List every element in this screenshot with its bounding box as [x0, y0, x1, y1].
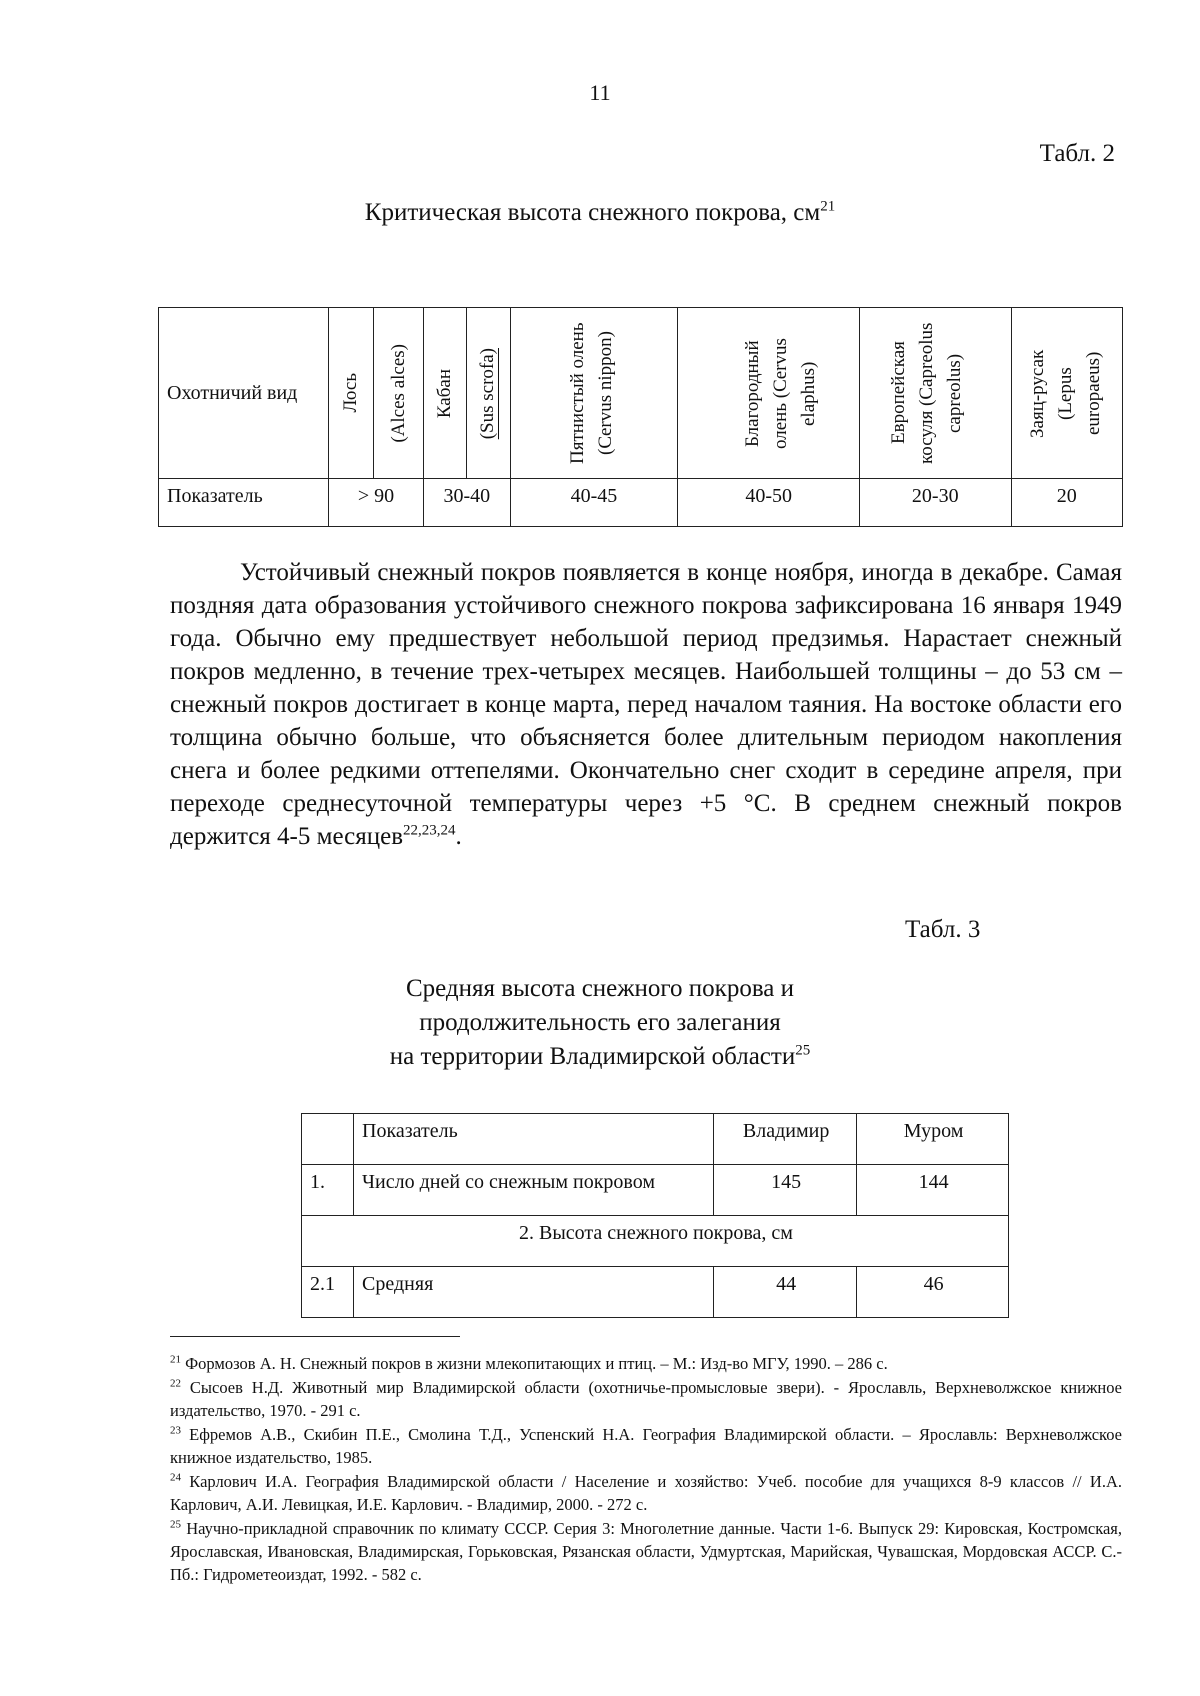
value-moose: > 90	[328, 479, 423, 527]
footnote-refs-22-24: 22,23,24	[403, 822, 456, 839]
species-cell-hare	[1011, 308, 1123, 479]
table-3-caption-line-3: на территории Владимирской области	[389, 1043, 796, 1070]
body-paragraph-text: Устойчивый снежный покров появляется в конце ноября, иногда в декабре. Самая поздняя дата образования устойчивого снежного покрова зафиксирована 16 января 1949 года. Обычно ему предшествует небольшой период предзимья. Нарастает снежный покров медленно, в течение трех-четырех месяцев. Наибольшей толщины – до 53 см – снежный покров достигает в конце марта, перед началом таяния. На востоке области его толщина обычно больше, что объясняется более длительным периодом накопления снега и более редкими оттепелями. Окончательно снег сходит в середине апреля, при переходе среднесуточной температуры через +5 °С. В среднем снежный покров держится 4-5 месяцев	[170, 559, 1122, 850]
footnote-divider	[170, 1336, 460, 1337]
table-2-caption-text: Критическая высота снежного покрова, см	[364, 199, 821, 226]
species-cell-moose-latin	[374, 308, 424, 479]
table-3-row-2-murom: 46	[857, 1267, 1009, 1318]
table-3-row-2-vladimir: 44	[714, 1267, 857, 1318]
table-3-caption-line-1: Средняя высота снежного покрова и	[405, 975, 795, 1002]
footnote-25	[170, 1517, 1122, 1586]
species-boar-name: Кабан	[434, 368, 456, 418]
table-2-header-row	[159, 308, 1123, 479]
species-cell-moose	[328, 308, 373, 479]
table-3-row-1-vladimir: 145	[714, 1165, 857, 1216]
species-cell-boar	[424, 308, 467, 479]
table-3-row-2-label: Средняя	[354, 1267, 714, 1318]
table-3-section-title: 2. Высота снежного покрова, см	[302, 1216, 1009, 1267]
footnote-text: Формозов А. Н. Снежный покров в жизни млекопитающих и птиц. – М.: Изд-во МГУ, 1990. – 286 с.	[185, 1354, 888, 1373]
critical-snow-depth-table	[158, 307, 1123, 527]
species-roe-deer-name: Европейская косуля (Capreolus capreolus)	[888, 322, 966, 464]
value-sika-deer: 40-45	[510, 479, 678, 527]
footnote-23	[170, 1423, 1122, 1469]
table-3-label: Табл. 3	[905, 916, 981, 943]
footnote-number: 23	[170, 1424, 181, 1437]
species-cell-red-deer	[678, 308, 860, 479]
body-paragraph-end: .	[455, 823, 462, 850]
footnote-ref-25: 25	[795, 1042, 811, 1059]
species-boar-latin: (Sus scrofa)	[477, 347, 499, 439]
species-cell-roe-deer	[860, 308, 1011, 479]
table-3-header-vladimir: Владимир	[714, 1114, 857, 1165]
table-3-header-row	[302, 1114, 1009, 1165]
footnote-22	[170, 1376, 1122, 1422]
table-3-header-murom: Муром	[857, 1114, 1009, 1165]
table-2-caption	[0, 196, 1200, 230]
table-2-row-header: Охотничий вид	[159, 308, 329, 479]
table-3-caption	[0, 972, 1200, 1074]
value-hare: 20	[1011, 479, 1123, 527]
table-3-row-1-num: 1.	[302, 1165, 354, 1216]
footnote-number: 25	[170, 1518, 181, 1531]
table-row	[302, 1165, 1009, 1216]
value-roe-deer: 20-30	[860, 479, 1011, 527]
table-2-label: Табл. 2	[1039, 140, 1115, 167]
table-3-row-1-murom: 144	[857, 1165, 1009, 1216]
footnote-text: Научно-прикладной справочник по климату СССР. Серия 3: Многолетние данные. Части 1-6. Выпуск 29: Кировская, Костромская, Ярославская, Ивановская, Владимирская, Горьковская, Рязанская области, Удмуртская, Марийская, Чувашская, Мордовская АССР. С.-Пб.: Гидрометеоиздат, 1992. - 582 с.	[170, 1519, 1123, 1584]
footnote-number: 24	[170, 1471, 181, 1484]
species-moose-name: Лось	[340, 373, 362, 413]
footnote-text: Ефремов А.В., Скибин П.Е., Смолина Т.Д., Успенский Н.А. География Владимирской области. – Ярославль: Верхневолжское книжное издательство, 1985.	[170, 1425, 1123, 1467]
table-section-row	[302, 1216, 1009, 1267]
value-boar: 30-40	[424, 479, 511, 527]
body-paragraph	[170, 556, 1122, 853]
species-sika-deer-name: Пятнистый олень (Cervus nippon)	[566, 322, 616, 464]
snow-cover-table	[301, 1113, 1009, 1318]
table-3-header-num	[302, 1114, 354, 1165]
table-2-value-row	[159, 479, 1123, 527]
species-moose-latin: (Alces alces)	[387, 343, 409, 443]
footnotes	[170, 1352, 1122, 1587]
table-3-caption-line-3-wrap	[0, 1040, 1200, 1074]
value-red-deer: 40-50	[678, 479, 860, 527]
table-2-value-row-label: Показатель	[159, 479, 329, 527]
species-hare-name: Заяц-русак (Lepus europaeus)	[1026, 349, 1104, 438]
footnote-21	[170, 1352, 1122, 1375]
footnote-number: 22	[170, 1377, 181, 1390]
table-3-header-indicator: Показатель	[354, 1114, 714, 1165]
species-cell-sika-deer	[510, 308, 678, 479]
footnote-text: Карлович И.А. География Владимирской области / Население и хозяйство: Учеб. пособие для учащихся 8-9 классов // И.А. Карлович, А.И. Левицкая, И.Е. Карлович. - Владимир, 2000. - 272 с.	[170, 1472, 1123, 1514]
species-red-deer-name: Благородный олень (Cervus elaphus)	[741, 337, 819, 449]
table-3-row-1-label: Число дней со снежным покровом	[354, 1165, 714, 1216]
page-number: 11	[589, 80, 611, 105]
species-cell-boar-latin	[467, 308, 510, 479]
footnote-ref-21: 21	[820, 198, 836, 215]
footnote-24	[170, 1470, 1122, 1516]
footnote-number: 21	[170, 1353, 181, 1366]
table-3-caption-line-2: продолжительность его залегания	[419, 1009, 781, 1036]
table-row	[302, 1267, 1009, 1318]
table-3-row-2-num: 2.1	[302, 1267, 354, 1318]
footnote-text: Сысоев Н.Д. Животный мир Владимирской области (охотничье-промысловые звери). - Ярославль, Верхневолжское книжное издательство, 1970. - 291 с.	[170, 1378, 1123, 1420]
